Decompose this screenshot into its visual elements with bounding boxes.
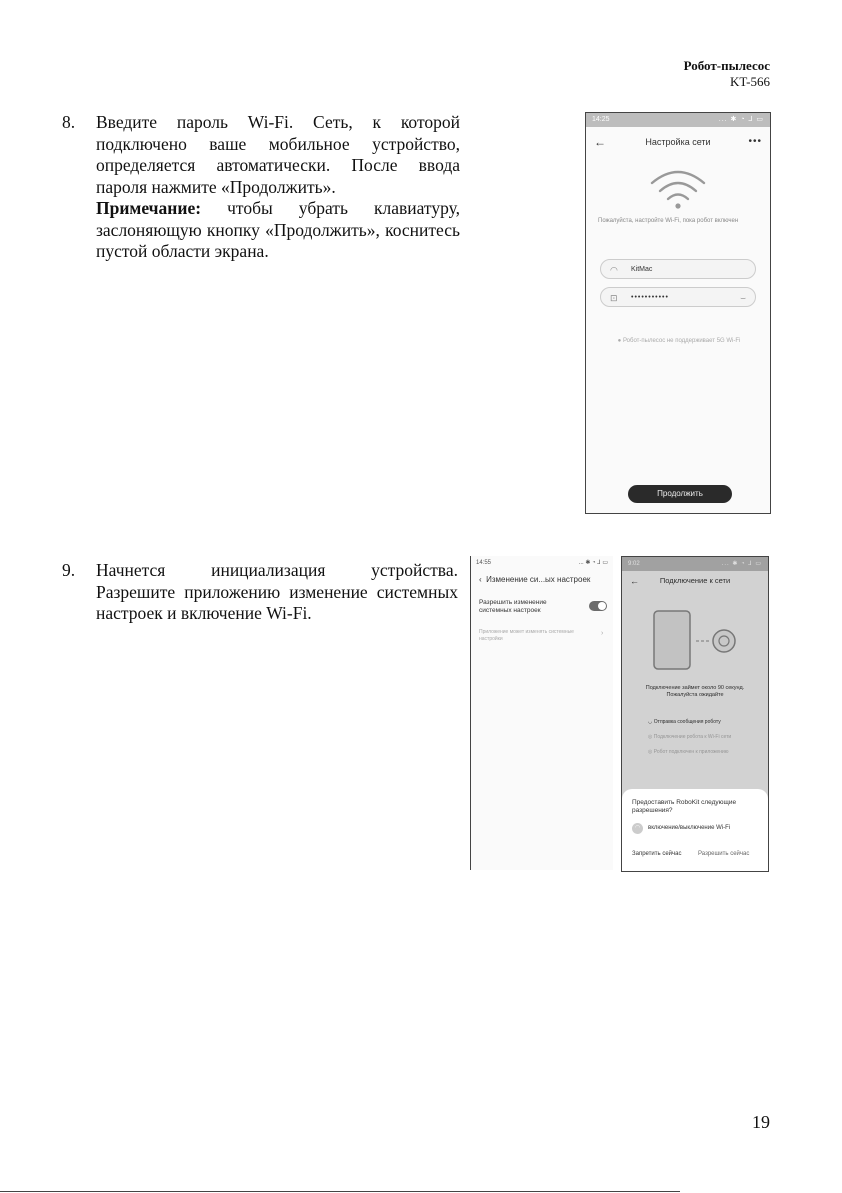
- lock-icon: ⊡: [610, 293, 619, 303]
- wait-text: Подключение займет около 90 секунд. Пожалуйста ожидайте: [645, 685, 745, 698]
- settings-screenshot: [470, 556, 613, 870]
- status-time: 9:02: [628, 561, 640, 567]
- wifi-permission-icon: ◠: [632, 823, 643, 834]
- warning-text: Робот-пылесос не поддерживает 5G Wi-Fi: [622, 338, 741, 344]
- ssid-field[interactable]: [600, 259, 756, 279]
- dialog-title: Предоставить RoboKit следующие разрешения?: [632, 799, 737, 814]
- status-bar: [471, 556, 613, 570]
- password-value: •••••••••••: [631, 294, 669, 301]
- info-icon: ●: [617, 338, 622, 344]
- step-9-number: 9.: [62, 560, 76, 580]
- status-icons: ... ✱ ◔ ⅃ ▭: [721, 561, 762, 567]
- footer-rule: [0, 1191, 680, 1192]
- settings-description: Приложение может изменять системные настройки: [479, 629, 574, 642]
- step-8-note: [96, 198, 460, 263]
- pending-icon: ◎: [648, 734, 653, 740]
- screen-title: Подключение к сети: [659, 576, 731, 585]
- status-time: 14:55: [476, 560, 492, 566]
- 5g-warning: [606, 337, 752, 346]
- step-8-text: Введите пароль Wi-Fi. Сеть, к которой подключено ваше мобильное устройство, определяется автоматически. После ввода пароля нажмите «Продолжить».: [96, 112, 460, 197]
- connecting-screenshot: [621, 556, 769, 872]
- password-field[interactable]: [600, 287, 756, 307]
- step-9: [62, 560, 458, 625]
- nav-bar: [586, 131, 770, 153]
- status-time: 14:25: [592, 116, 610, 123]
- note-label: Примечание:: [96, 198, 202, 218]
- permission-toggle[interactable]: [589, 601, 607, 611]
- nav-bar: [479, 573, 590, 587]
- step-9-text: Начнется инициализация устройства. Разрешите приложению изменение системных настроек и включение Wi-Fi.: [96, 560, 458, 623]
- page-number: 19: [752, 1112, 770, 1132]
- chevron-right-icon: ›: [601, 630, 604, 637]
- back-arrow-icon[interactable]: ←: [630, 576, 639, 586]
- progress-step-1-text: Отправка сообщения роботу: [653, 719, 721, 725]
- wifi-setup-screenshot: [585, 112, 771, 514]
- spinner-icon: ◡: [648, 719, 653, 725]
- progress-step-3-text: Робот подключен к приложению: [653, 749, 729, 755]
- step-8-number: 8.: [62, 112, 76, 132]
- back-arrow-icon[interactable]: ‹: [479, 575, 482, 584]
- note-text: чтобы убрать клавиатуру, заслоняющую кнопку «Продолжить», коснитесь пустой области экрана.: [96, 198, 460, 261]
- permission-dialog: [622, 789, 768, 871]
- continue-button[interactable]: Продолжить: [628, 485, 732, 503]
- more-icon[interactable]: •••: [748, 136, 762, 147]
- screen-title: Настройка сети: [645, 137, 711, 147]
- ssid-value: KitMac: [631, 266, 653, 273]
- allow-button[interactable]: Разрешить сейчас: [698, 851, 750, 857]
- back-arrow-icon[interactable]: ←: [594, 135, 606, 149]
- running-header: [684, 58, 770, 90]
- wifi-icon: [648, 165, 708, 211]
- screen-title: Изменение си...ых настроек: [486, 575, 591, 584]
- header-title: Робот-пылесос: [683, 58, 770, 73]
- progress-step-2-text: Подключение робота к Wi-Fi сети: [653, 734, 732, 740]
- header-model: KT-566: [730, 74, 770, 89]
- wifi-small-icon: ◠: [610, 265, 618, 275]
- status-icons: ... ✱ ◔ ⅃ ▭: [578, 560, 608, 566]
- status-bar: [586, 113, 770, 127]
- deny-button[interactable]: Запретить сейчас: [632, 851, 682, 857]
- toggle-label: Разрешить изменение системных настроек: [479, 599, 547, 614]
- permission-text: включение/выключение Wi-Fi: [648, 825, 731, 831]
- step-8: [62, 112, 460, 263]
- pending-icon: ◎: [648, 749, 653, 755]
- eye-closed-icon[interactable]: ⌣: [740, 293, 747, 303]
- status-icons: ... ✱ ◔ ⅃ ▭: [718, 116, 764, 123]
- setup-prompt: Пожалуйста, настройте Wi-Fi, пока робот включен: [598, 218, 739, 224]
